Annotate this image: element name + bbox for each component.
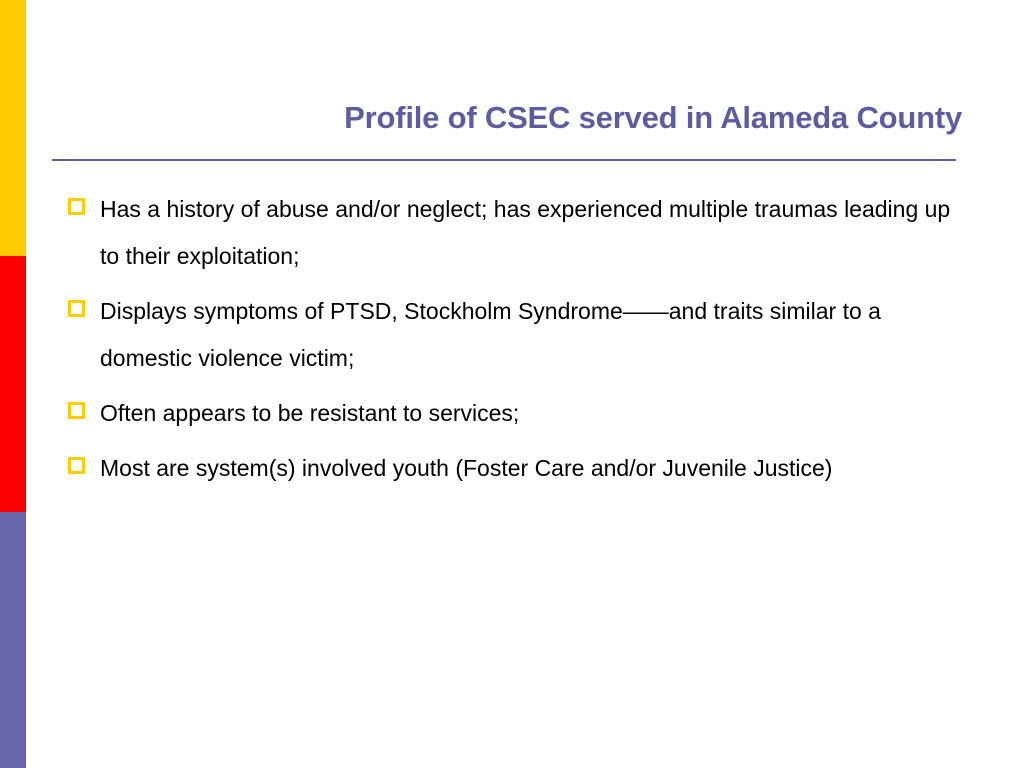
- bullet-item: [68, 288, 973, 382]
- side-bar-red-segment: [0, 256, 26, 512]
- bullet-text: Displays symptoms of PTSD, Stockholm Syndrome——and traits similar to a domestic violence victim;: [100, 298, 881, 371]
- bullet-text: Has a history of abuse and/or neglect; has experienced multiple traumas leading up to their exploitation;: [100, 196, 951, 269]
- hollow-square-bullet-icon: [68, 198, 85, 215]
- decorative-side-bar: [0, 0, 26, 768]
- title-underline-divider: [52, 159, 956, 161]
- side-bar-blue-segment: [0, 512, 26, 768]
- bullet-item: [68, 186, 973, 280]
- slide-title: Profile of CSEC served in Alameda County: [344, 100, 962, 135]
- bullet-text: Most are system(s) involved youth (Foster Care and/or Juvenile Justice): [100, 455, 833, 481]
- hollow-square-bullet-icon: [68, 457, 85, 474]
- hollow-square-bullet-icon: [68, 402, 85, 419]
- side-bar-yellow-segment: [0, 0, 26, 256]
- bullet-item: [68, 445, 973, 492]
- bullet-list: [68, 186, 973, 500]
- hollow-square-bullet-icon: [68, 300, 85, 317]
- bullet-item: [68, 390, 973, 437]
- bullet-text: Often appears to be resistant to services;: [100, 400, 520, 426]
